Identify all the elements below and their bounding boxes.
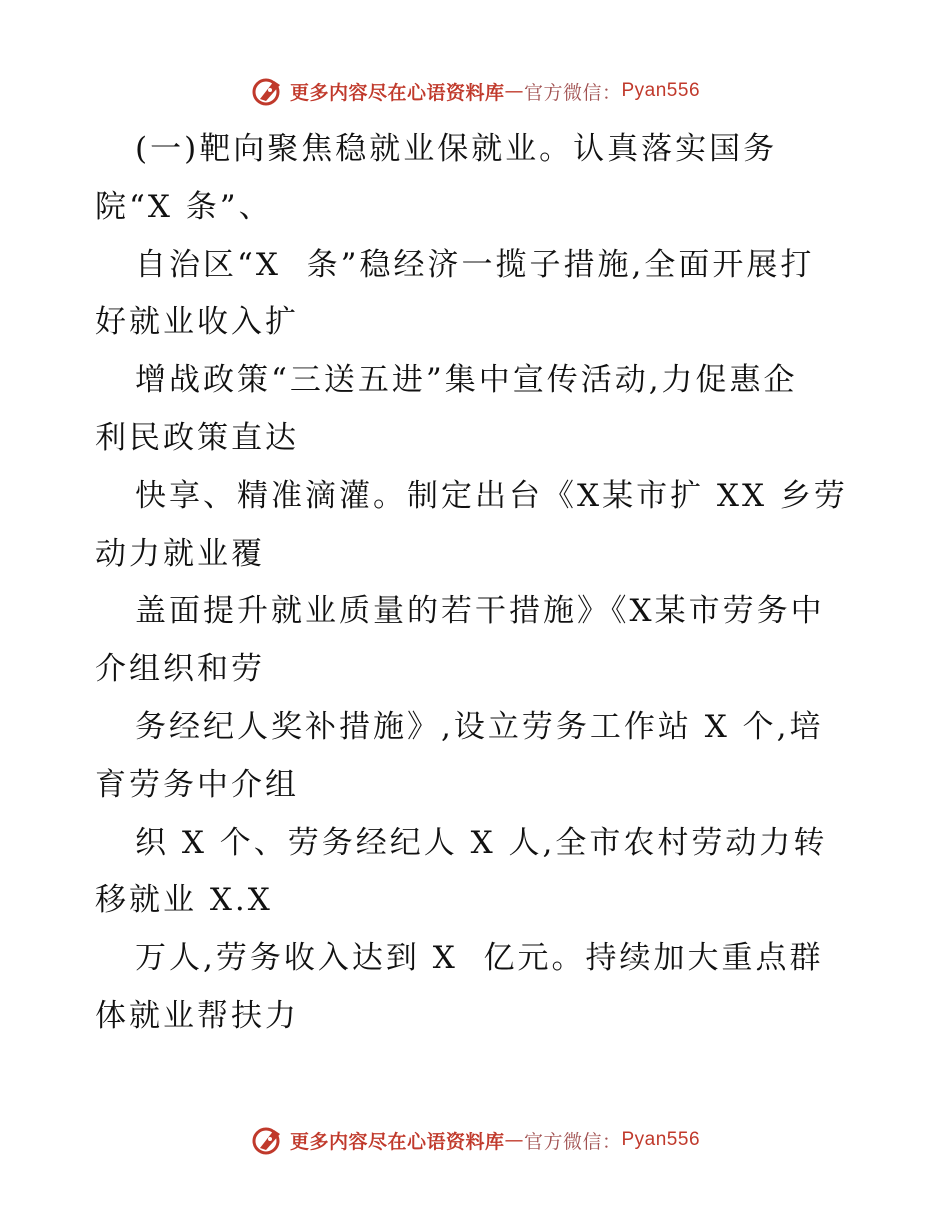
text-line: 介组织和劳 [95, 651, 265, 688]
watermark-account: Pyan556 [621, 1129, 701, 1150]
text-line: 快享、精准滴灌。制定出台《X某市扩 XX 乡劳 [135, 477, 848, 514]
text-line: 增战政策“三送五进”集中宣传活动,力促惠企 [135, 362, 798, 399]
pen-nib-circle-icon [250, 1122, 286, 1158]
text-line: 体就业帮扶力 [95, 997, 299, 1034]
header-watermark [0, 71, 950, 111]
watermark-wechat-label: 官方微信： [523, 1130, 622, 1153]
watermark-account: Pyan556 [621, 80, 701, 101]
text-line: 务经纪人奖补措施》,设立劳务工作站 X 个,培 [135, 708, 824, 745]
watermark-wechat-label: 官方微信： [523, 81, 622, 104]
text-line: 院“X 条”、 [95, 188, 273, 225]
document-body [95, 121, 855, 1046]
text-line: 育劳务中介组 [95, 766, 299, 803]
watermark-dash: — [504, 1129, 524, 1151]
text-line: 利民政策直达 [95, 419, 299, 456]
text-line: 万人,劳务收入达到 X 亿元。持续加大重点群 [135, 940, 824, 977]
footer-watermark [0, 1120, 950, 1160]
text-line: 盖面提升就业质量的若干措施》《X某市劳务中 [135, 593, 825, 630]
text-line: (一)靶向聚焦稳就业保就业。认真落实国务 [135, 131, 778, 167]
watermark-title: 更多内容尽在心语资料库 [289, 1130, 505, 1153]
text-line: 织 X 个、劳务经纪人 X 人,全市农村劳动力转 [135, 824, 828, 861]
text-line: 动力就业覆 [95, 535, 265, 572]
text-line: 好就业收入扩 [95, 304, 299, 341]
text-line: 移就业 X.X [95, 882, 273, 919]
pen-nib-circle-icon [250, 73, 286, 109]
watermark-dash: — [504, 80, 524, 102]
watermark-title: 更多内容尽在心语资料库 [289, 81, 505, 104]
text-line: 自治区“X 条”稳经济一揽子措施,全面开展打 [135, 246, 815, 283]
